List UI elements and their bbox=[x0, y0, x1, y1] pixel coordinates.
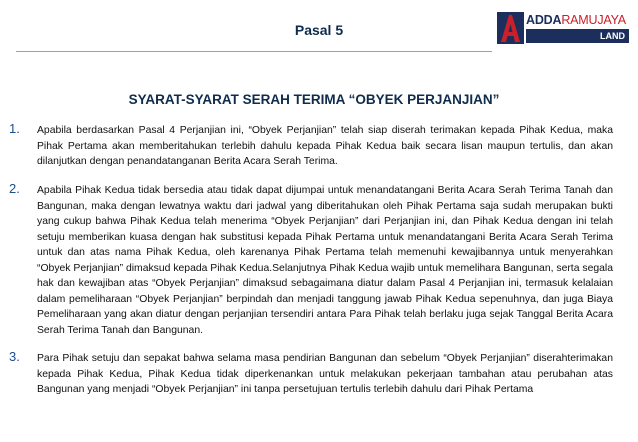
list-item-text: Apabila berdasarkan Pasal 4 Perjanjian ini, “Obyek Perjanjian” telah siap diserah terimakan kepada Pihak Kedua, maka Pihak Pertama akan memberitahukan terlebih dahulu kepada Pihak Kedua baik secara lisan maupun tertulis, dan akan dilanjutkan dengan penandatanganan Berita Acara Serah Terima. bbox=[37, 125, 613, 167]
logo-subtitle: LAND bbox=[526, 29, 629, 43]
section-heading: SYARAT-SYARAT SERAH TERIMA “OBYEK PERJANJIAN” bbox=[128, 92, 500, 107]
page-header bbox=[0, 0, 638, 56]
header-divider bbox=[16, 51, 492, 52]
page-title: Pasal 5 bbox=[294, 22, 344, 38]
list-item-number: 2. bbox=[9, 181, 20, 196]
list-item-text: Para Pihak setuju dan sepakat bahwa selama masa pendirian Bangunan dan sebelum “Obyek Perjanjian” diserahterimakan kepada Pihak Kedua, Pihak Kedua tidak diperkenankan untuk melakukan pekerjaan tambahan atau perubahan atas Bangunan yang menjadi “Obyek Perjanjian” ini tanpa persetujuan tertulis terlebih dahulu dari Pihak Pertama bbox=[37, 353, 613, 395]
list-item-number: 3. bbox=[9, 349, 20, 364]
list-item-text: Apabila Pihak Kedua tidak bersedia atau tidak dapat dijumpai untuk menandatangani Berita Acara Serah Terima Tanah dan Bangunan, maka dengan lewatnya waktu dari jadwal yang diberitahukan oleh Pihak Pertama saja sudah merupakan bukti yang cukup bahwa Pihak Kedua telah menerima “Obyek Perjanjian” dari Perjanjian ini, dan Pihak Kedua dengan ini telah setuju memberikan kuasa dengan hak substitusi kepada Pihak Pertama untuk menandatangani Berita Acara Serah Terima untuk dan atas nama Pihak Kedua, oleh karenanya Pihak Pertama telah memenuhi kewajibannya untuk menyerahkan “Obyek Perjanjian” dimaksud kepada Pihak Kedua.Selanjutnya Pihak Kedua wajib untuk memelihara Bangunan, serta segala hak dan kewajiban atas “Obyek Perjanjian” dimaksud sebagaimana diatur dalam Pasal 4 Perjanjian ini, termasuk kelalaian dalam pemeliharaan “Obyek Perjanjian” berpindah dan menjadi tanggung jawab Pihak Kedua sepenuhnya, dan juga Biaya Pemeliharaan yang akan diatur dengan perjanjian tersendiri antara Para Pihak telah berlaku juga sejak Tanggal Berita Acara Serah Terima Tanah dan Bangunan. bbox=[37, 185, 613, 336]
list-item-number: 1. bbox=[9, 121, 20, 136]
logo-wordmark-part-2: RAMUJAYA bbox=[561, 13, 626, 27]
logo-mark-icon bbox=[497, 12, 524, 44]
company-logo bbox=[497, 12, 629, 44]
logo-wordmark bbox=[526, 12, 626, 28]
logo-wordmark-part-1: ADDA bbox=[526, 13, 562, 27]
